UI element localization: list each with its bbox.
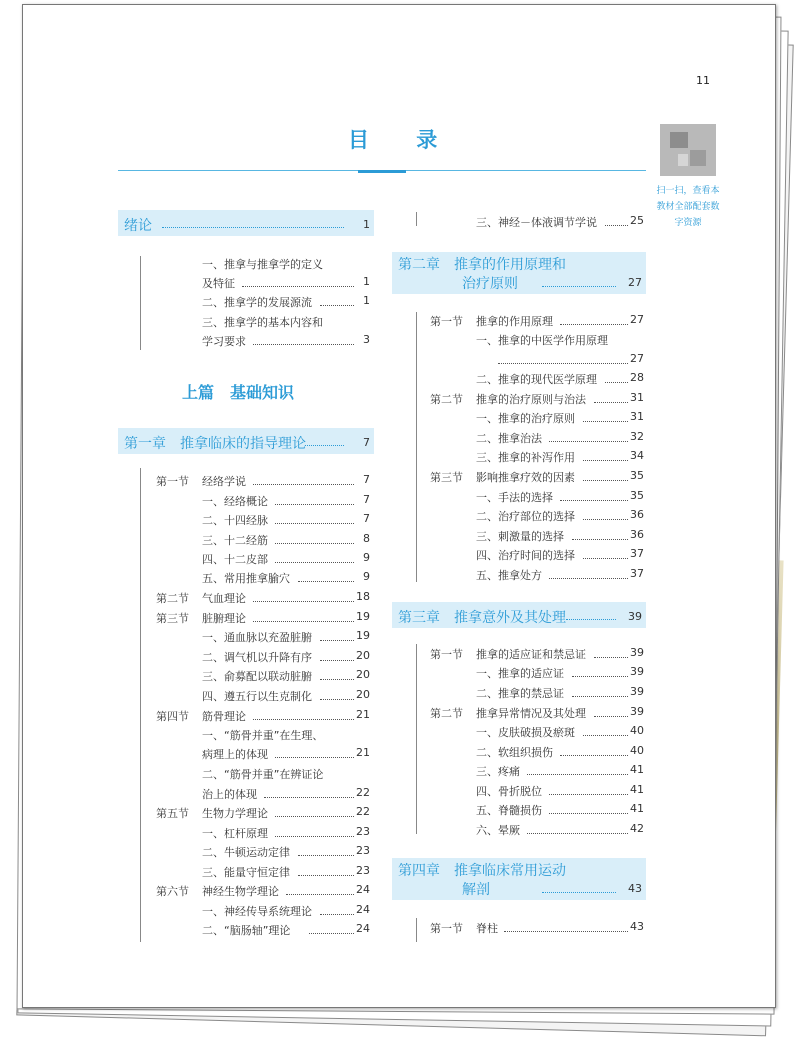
section-rule: [416, 644, 417, 834]
toc-page-number: 39: [630, 685, 644, 698]
page-number: 11: [696, 74, 710, 87]
toc-entry[interactable]: 学习要求: [202, 335, 246, 348]
page-title: 目 录: [348, 128, 458, 152]
section-label: 第一节: [430, 648, 463, 661]
leader-dots: [253, 344, 354, 345]
leader-dots: [320, 660, 354, 661]
section-rule: [416, 312, 417, 582]
toc-page-number: 3: [363, 333, 370, 346]
section-label: 第一节: [156, 475, 189, 488]
leader-dots: [560, 324, 628, 325]
toc-entry[interactable]: 一、手法的选择: [476, 491, 553, 504]
toc-entry[interactable]: 三、十二经筋: [202, 534, 268, 547]
toc-entry[interactable]: 一、神经传导系统理论: [202, 905, 312, 918]
section-rule: [140, 256, 141, 350]
toc-entry[interactable]: 六、晕厥: [476, 824, 520, 837]
chapter-title[interactable]: 绪论: [124, 218, 152, 234]
toc-entry[interactable]: 四、骨折脱位: [476, 785, 542, 798]
toc-entry[interactable]: 一、皮肤破损及瘀斑: [476, 726, 575, 739]
section-label: 第三节: [156, 612, 189, 625]
leader-dots: [583, 460, 628, 461]
toc-page-number: 35: [630, 469, 644, 482]
leader-dots: [566, 619, 616, 620]
section-label: 第三节: [430, 471, 463, 484]
toc-page-number: 18: [356, 590, 370, 603]
section-label: 第二节: [156, 592, 189, 605]
toc-entry[interactable]: 五、推拿处方: [476, 569, 542, 582]
toc-entry[interactable]: 经络学说: [202, 475, 246, 488]
leader-dots: [275, 543, 354, 544]
toc-page-number: 1: [363, 294, 370, 307]
toc-page-number: 20: [356, 688, 370, 701]
qr-caption: 扫一扫，查看本教材全部配套数字资源: [656, 186, 720, 228]
leader-dots: [594, 716, 628, 717]
toc-page-number: 39: [630, 705, 644, 718]
leader-dots: [560, 755, 628, 756]
toc-entry[interactable]: 推拿的作用原理: [476, 315, 553, 328]
toc-page-number: 36: [630, 508, 644, 521]
toc-page-number: 27: [630, 313, 644, 326]
toc-page-number: 23: [356, 864, 370, 877]
toc-page-number: 24: [356, 883, 370, 896]
toc-entry[interactable]: 三、推拿学的基本内容和: [202, 316, 323, 329]
toc-page-number: 25: [630, 214, 644, 227]
part-title: 上篇 基础知识: [182, 383, 295, 402]
chapter-band: [118, 210, 374, 236]
leader-dots: [549, 813, 628, 814]
toc-page-number: 37: [630, 567, 644, 580]
toc-page-number: 41: [630, 783, 644, 796]
toc-entry[interactable]: 脏腑理论: [202, 612, 246, 625]
toc-entry[interactable]: 一、经络概论: [202, 495, 268, 508]
toc-page-number: 36: [630, 528, 644, 541]
leader-dots: [305, 445, 344, 446]
toc-entry[interactable]: 三、神经－体液调节学说: [476, 216, 597, 229]
leader-dots: [572, 696, 628, 697]
toc-page-number: 24: [356, 903, 370, 916]
leader-dots: [583, 421, 628, 422]
toc-page-number: 24: [356, 922, 370, 935]
leader-dots: [162, 227, 344, 228]
toc-entry[interactable]: 二、调气机以升降有序: [202, 651, 312, 664]
leader-dots: [253, 621, 354, 622]
toc-entry[interactable]: 气血理论: [202, 592, 246, 605]
leader-dots: [542, 286, 616, 287]
leader-dots: [583, 558, 628, 559]
toc-entry[interactable]: 二、软组织损伤: [476, 746, 553, 759]
toc-page-number: 8: [363, 532, 370, 545]
toc-page-number: 31: [630, 391, 644, 404]
toc-entry[interactable]: 一、推拿与推拿学的定义: [202, 258, 323, 271]
leader-dots: [498, 363, 628, 364]
chapter-band: [392, 252, 646, 294]
chapter-page-number: 7: [363, 436, 370, 449]
toc-page-number: 39: [630, 646, 644, 659]
toc-page-number: 9: [363, 551, 370, 564]
toc-page-number: 28: [630, 371, 644, 384]
chapter-band: [392, 602, 646, 628]
toc-entry[interactable]: 推拿的适应证和禁忌证: [476, 648, 586, 661]
chapter-band: [118, 428, 374, 454]
toc-page-number: 9: [363, 570, 370, 583]
toc-page-number: 35: [630, 489, 644, 502]
toc-entry[interactable]: 推拿的治疗原则与治法: [476, 393, 586, 406]
toc-entry[interactable]: 四、治疗时间的选择: [476, 549, 575, 562]
toc-page-number: 20: [356, 668, 370, 681]
toc-entry[interactable]: 三、俞募配以联动脏腑: [202, 670, 312, 683]
toc-entry[interactable]: 一、通血脉以充盈脏腑: [202, 631, 312, 644]
section-label: 第四节: [156, 710, 189, 723]
toc-entry[interactable]: 治上的体现: [202, 788, 257, 801]
leader-dots: [549, 794, 628, 795]
toc-page-number: 23: [356, 844, 370, 857]
leader-dots: [594, 402, 628, 403]
chapter-title[interactable]: 第二章 推拿的作用原理和: [398, 257, 566, 273]
toc-entry[interactable]: 四、十二皮部: [202, 553, 268, 566]
leader-dots: [298, 581, 354, 582]
leader-dots: [583, 735, 628, 736]
toc-entry[interactable]: 推拿异常情况及其处理: [476, 707, 586, 720]
toc-entry[interactable]: 一、推拿的中医学作用原理: [476, 334, 608, 347]
toc-entry[interactable]: 影响推拿疗效的因素: [476, 471, 575, 484]
toc-page-number: 1: [363, 275, 370, 288]
leader-dots: [542, 892, 616, 893]
section-rule: [416, 918, 417, 942]
leader-dots: [560, 500, 628, 501]
chapter-title[interactable]: 第四章 推拿临床常用运动: [398, 863, 566, 879]
toc-page-number: 22: [356, 805, 370, 818]
toc-entry[interactable]: 五、常用推拿腧穴: [202, 572, 290, 585]
toc-page-number: 37: [630, 547, 644, 560]
leader-dots: [320, 640, 354, 641]
chapter-title-cont[interactable]: 治疗原则: [462, 276, 518, 292]
toc-entry[interactable]: 脊柱: [476, 922, 498, 935]
leader-dots: [594, 657, 628, 658]
chapter-title[interactable]: 第一章 推拿临床的指导理论: [124, 436, 306, 452]
toc-page-number: 7: [363, 512, 370, 525]
toc-entry[interactable]: 一、推拿的治疗原则: [476, 412, 575, 425]
toc-entry[interactable]: 三、能量守恒定律: [202, 866, 290, 879]
toc-entry[interactable]: 四、遵五行以生克制化: [202, 690, 312, 703]
toc-entry[interactable]: 二、牛顿运动定律: [202, 846, 290, 859]
leader-dots: [298, 855, 354, 856]
toc-entry[interactable]: 二、推拿治法: [476, 432, 542, 445]
toc-entry[interactable]: 神经生物学理论: [202, 885, 279, 898]
toc-entry[interactable]: 三、刺激量的选择: [476, 530, 564, 543]
section-label: 第五节: [156, 807, 189, 820]
leader-dots: [527, 833, 628, 834]
leader-dots: [298, 875, 354, 876]
toc-entry[interactable]: 三、推拿的补泻作用: [476, 451, 575, 464]
chapter-page-number: 43: [628, 882, 642, 895]
leader-dots: [275, 562, 354, 563]
section-label: 第一节: [430, 922, 463, 935]
leader-dots: [504, 931, 628, 932]
toc-entry[interactable]: 及特征: [202, 277, 235, 290]
leader-dots: [286, 894, 354, 895]
leader-dots: [253, 601, 354, 602]
chapter-page-number: 1: [363, 218, 370, 231]
toc-page-number: 40: [630, 744, 644, 757]
toc-entry[interactable]: 筋骨理论: [202, 710, 246, 723]
chapter-page-number: 27: [628, 276, 642, 289]
toc-page-number: 40: [630, 724, 644, 737]
toc-page-number: 32: [630, 430, 644, 443]
toc-entry[interactable]: 二、“脑肠轴”理论: [202, 924, 291, 937]
section-rule: [140, 468, 141, 942]
toc-entry[interactable]: 二、推拿学的发展源流: [202, 296, 312, 309]
leader-dots: [583, 519, 628, 520]
section-label: 第二节: [430, 707, 463, 720]
leader-dots: [320, 305, 354, 306]
leader-dots: [275, 504, 354, 505]
section-rule: [416, 212, 417, 226]
leader-dots: [309, 933, 354, 934]
toc-page-number: 34: [630, 449, 644, 462]
leader-dots: [549, 441, 628, 442]
leader-dots: [275, 816, 354, 817]
toc-page-number: 22: [356, 786, 370, 799]
toc-page-number: 43: [630, 920, 644, 933]
leader-dots: [264, 797, 354, 798]
leader-dots: [572, 676, 628, 677]
toc-entry[interactable]: 一、杠杆原理: [202, 827, 268, 840]
leader-dots: [253, 719, 354, 720]
toc-page-number: 19: [356, 629, 370, 642]
toc-entry[interactable]: 一、“筋骨并重”在生理、: [202, 729, 324, 742]
leader-dots: [605, 225, 628, 226]
toc-page-number: 31: [630, 410, 644, 423]
toc-page-number: 39: [630, 665, 644, 678]
leader-dots: [320, 679, 354, 680]
leader-dots: [242, 286, 354, 287]
toc-entry[interactable]: 二、推拿的禁忌证: [476, 687, 564, 700]
leader-dots: [275, 836, 354, 837]
leader-dots: [275, 523, 354, 524]
chapter-page-number: 39: [628, 610, 642, 623]
toc-page-number: 19: [356, 610, 370, 623]
leader-dots: [320, 699, 354, 700]
leader-dots: [527, 774, 628, 775]
toc-entry[interactable]: 病理上的体现: [202, 748, 268, 761]
toc-page-number: 23: [356, 825, 370, 838]
chapter-title-cont[interactable]: 解剖: [462, 882, 490, 898]
leader-dots: [253, 484, 354, 485]
toc-page-number: 27: [630, 352, 644, 365]
toc-entry[interactable]: 二、“筋骨并重”在辨证论: [202, 768, 324, 781]
toc-page-number: 7: [363, 493, 370, 506]
leader-dots: [583, 480, 628, 481]
leader-dots: [320, 914, 354, 915]
toc-page-number: 7: [363, 473, 370, 486]
qr-code-icon[interactable]: [660, 124, 716, 176]
toc-entry[interactable]: 一、推拿的适应证: [476, 667, 564, 680]
toc-page-number: 21: [356, 746, 370, 759]
leader-dots: [275, 757, 354, 758]
section-label: 第二节: [430, 393, 463, 406]
toc-page-number: 21: [356, 708, 370, 721]
toc-entry[interactable]: 三、疼痛: [476, 765, 520, 778]
toc-entry[interactable]: 五、脊髓损伤: [476, 804, 542, 817]
leader-dots: [572, 539, 628, 540]
toc-page-number: 20: [356, 649, 370, 662]
toc-page-number: 41: [630, 802, 644, 815]
section-label: 第一节: [430, 315, 463, 328]
leader-dots: [605, 382, 628, 383]
chapter-band: [392, 858, 646, 900]
toc-entry[interactable]: 二、治疗部位的选择: [476, 510, 575, 523]
toc-entry[interactable]: 二、推拿的现代医学原理: [476, 373, 597, 386]
toc-page-number: 41: [630, 763, 644, 776]
toc-entry[interactable]: 二、十四经脉: [202, 514, 268, 527]
title-rule-accent: [358, 170, 406, 173]
section-label: 第六节: [156, 885, 189, 898]
toc-page-number: 42: [630, 822, 644, 835]
leader-dots: [549, 578, 628, 579]
toc-entry[interactable]: 生物力学理论: [202, 807, 268, 820]
chapter-title[interactable]: 第三章 推拿意外及其处理: [398, 610, 566, 626]
